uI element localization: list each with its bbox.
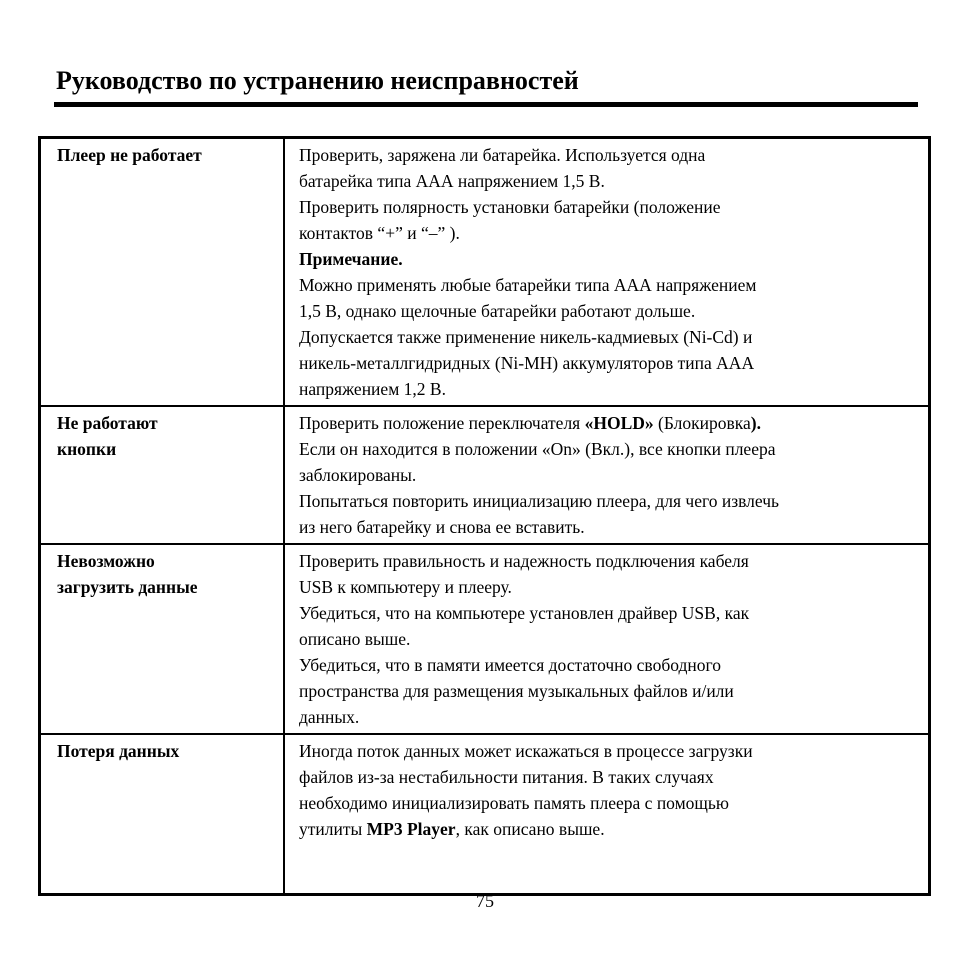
solution-line: 1,5 В, однако щелочные батарейки работают дольше. [299, 301, 696, 321]
solution-cell [284, 406, 930, 544]
solution-line: Проверить правильность и надежность подключения кабеля [299, 551, 749, 571]
solution-line: файлов из-за нестабильности питания. В таких случаях [299, 767, 714, 787]
solution-line: USB к компьютеру и плееру. [299, 577, 512, 597]
solution-line: Можно применять любые батарейки типа ААА напряжением [299, 275, 757, 295]
solution-line: Проверить полярность установки батарейки (положение [299, 197, 721, 217]
solution-line: батарейка типа ААА напряжением 1,5 В. [299, 171, 605, 191]
page-number: 75 [476, 891, 494, 911]
solution-cell [284, 138, 930, 407]
solution-text: , как описано выше. [455, 819, 605, 839]
problem-line: Невозможно [57, 551, 155, 571]
solution-text: Проверить положение переключателя [299, 413, 585, 433]
solution-line: Убедиться, что в памяти имеется достаточно свободного [299, 655, 721, 675]
solution-emphasis: MP3 Player [366, 819, 456, 839]
note-heading: Примечание. [299, 249, 403, 269]
solution-line: необходимо инициализировать память плеера с помощью [299, 793, 729, 813]
problem-line: загрузить данные [57, 577, 198, 597]
problem-cell [40, 406, 285, 544]
problem-line: Потеря данных [57, 741, 180, 761]
problem-line: кнопки [57, 439, 117, 459]
page-title: Руководство по устранению неисправностей [56, 66, 579, 95]
problem-cell [40, 734, 285, 894]
table-row [40, 138, 930, 407]
solution-line [299, 816, 922, 842]
solution-line: данных. [299, 707, 360, 727]
solution-cell [284, 544, 930, 734]
solution-line: Если он находится в положении «On» (Вкл.), все кнопки плеера [299, 439, 776, 459]
solution-line: Иногда поток данных может искажаться в процессе загрузки [299, 741, 753, 761]
solution-emphasis: «HOLD» [584, 413, 654, 433]
solution-cell [284, 734, 930, 894]
solution-text: (Блокировка [653, 413, 751, 433]
troubleshooting-table-body [40, 138, 930, 895]
solution-line [299, 410, 922, 436]
problem-line: Плеер не работает [57, 145, 202, 165]
solution-line: заблокированы. [299, 465, 417, 485]
solution-line: Попытаться повторить инициализацию плеера, для чего извлечь [299, 491, 779, 511]
troubleshooting-table [38, 136, 931, 896]
table-row [40, 406, 930, 544]
solution-line: контактов “+” и “–” ). [299, 223, 460, 243]
table-row [40, 734, 930, 894]
problem-cell [40, 544, 285, 734]
solution-text: утилиты [299, 819, 367, 839]
solution-line: Допускается также применение никель-кадмиевых (Ni-Cd) и [299, 327, 753, 347]
solution-line: Убедиться, что на компьютере установлен драйвер USB, как [299, 603, 750, 623]
solution-line: пространства для размещения музыкальных файлов и/или [299, 681, 734, 701]
solution-line: описано выше. [299, 629, 411, 649]
solution-line: никель-металлгидридных (Ni-MH) аккумуляторов типа ААА [299, 353, 755, 373]
problem-line: Не работают [57, 413, 158, 433]
solution-line: напряжением 1,2 В. [299, 379, 446, 399]
solution-line: Проверить, заряжена ли батарейка. Используется одна [299, 145, 706, 165]
solution-emphasis: ). [750, 413, 761, 433]
title-rule [54, 102, 918, 107]
problem-cell [40, 138, 285, 407]
table-row [40, 544, 930, 734]
solution-line: из него батарейку и снова ее вставить. [299, 517, 585, 537]
